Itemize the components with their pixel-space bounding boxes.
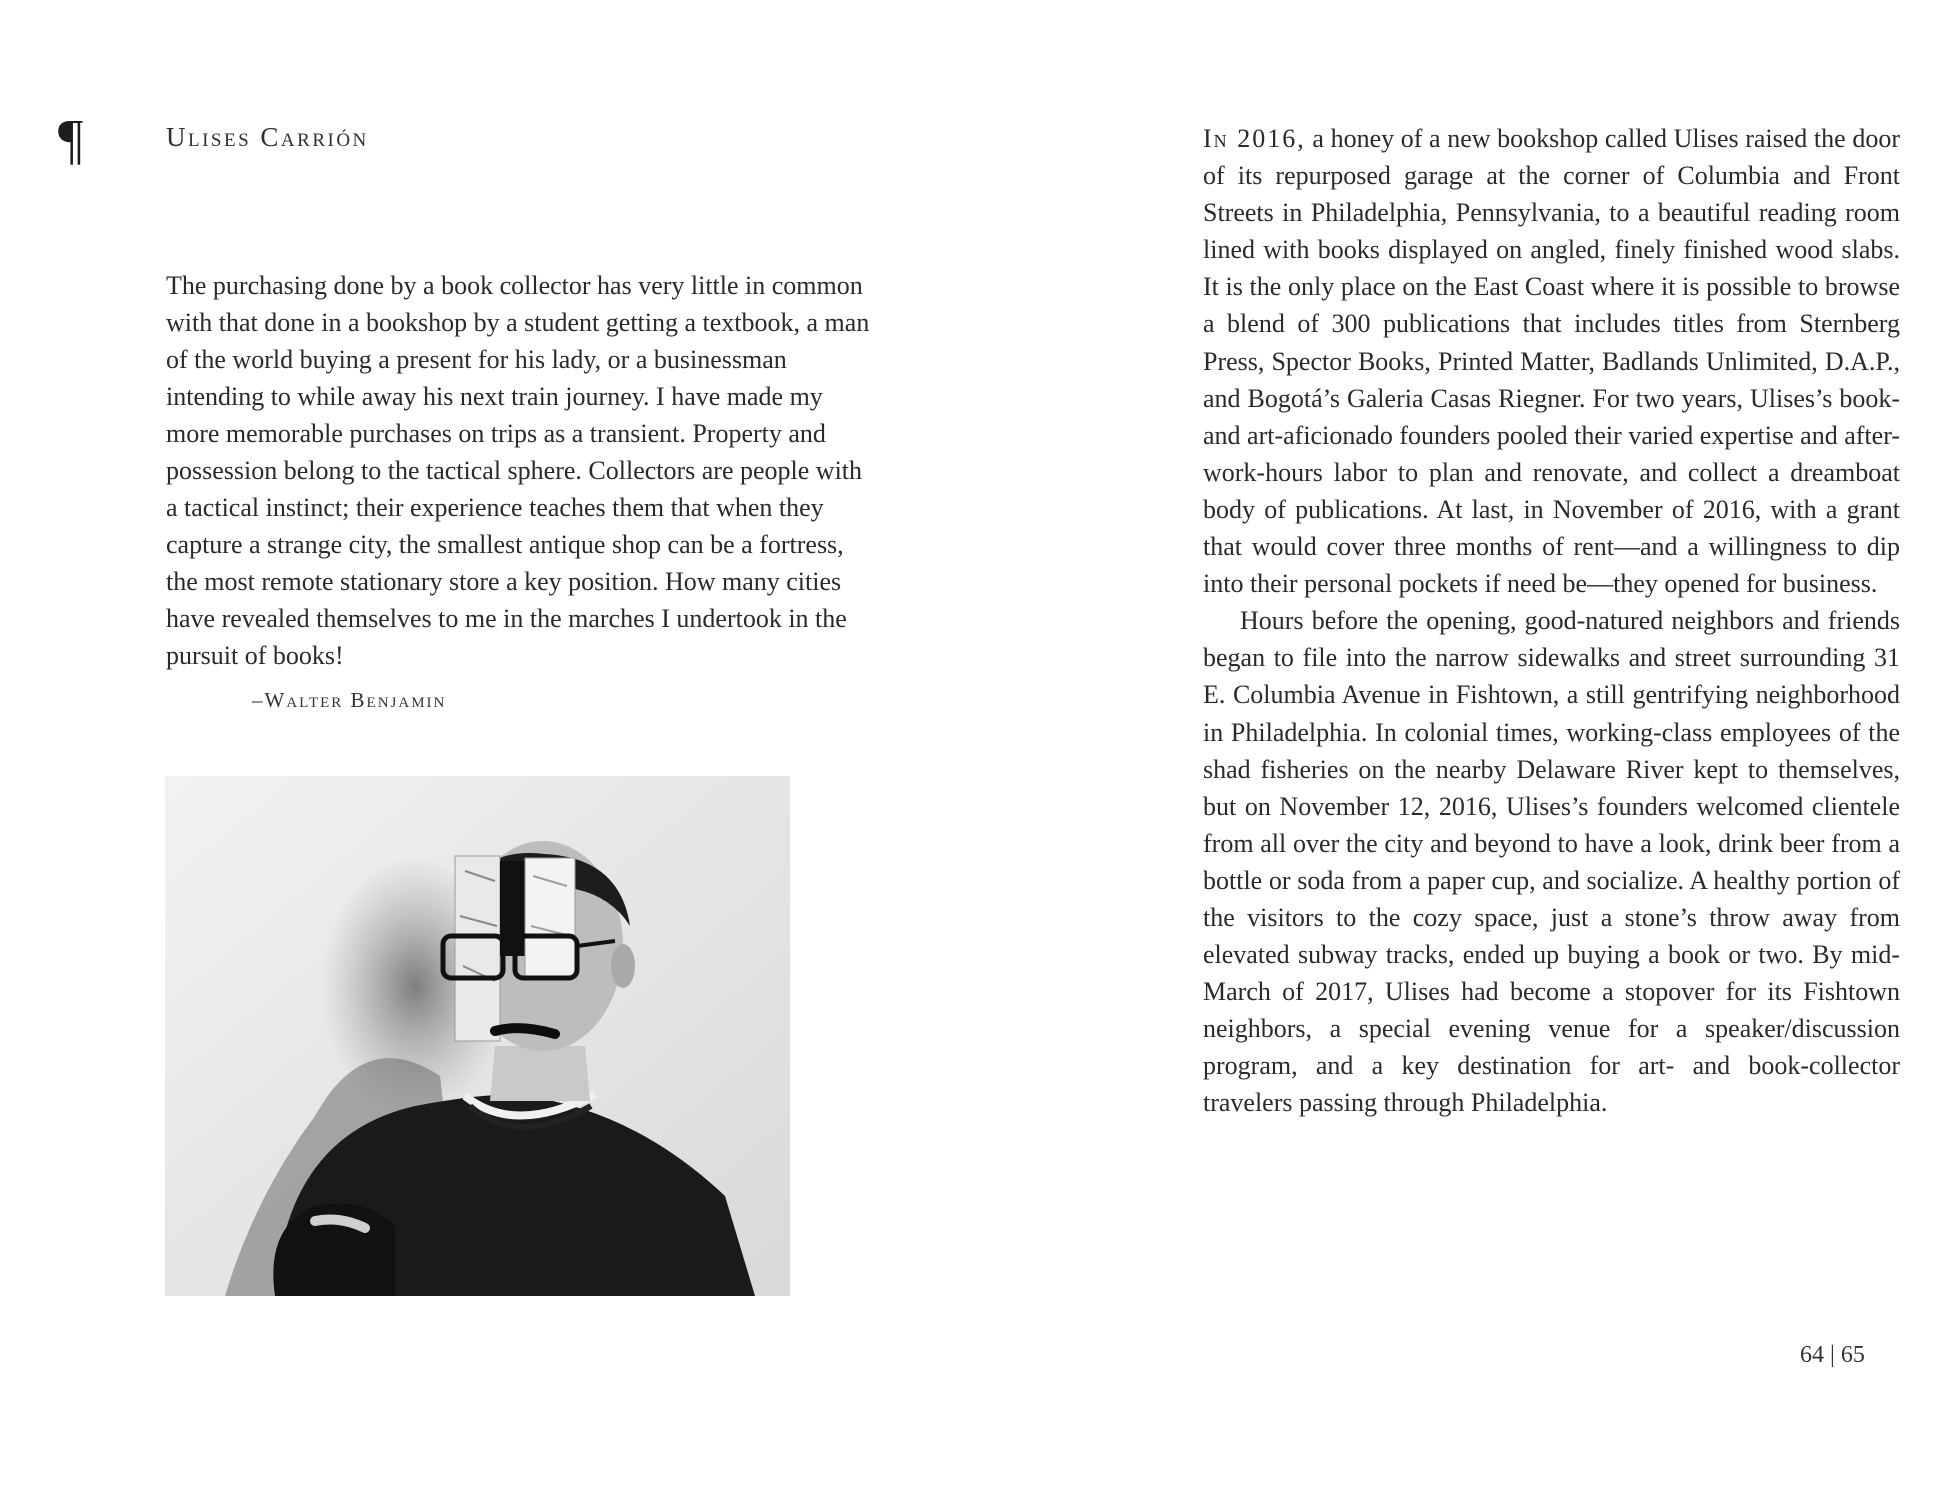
page-numbers [1800, 1342, 1865, 1369]
paragraph-text: a honey of a new bookshop called Ulises raised the door of its repurposed garage at the corner of Columbia and Front Streets in Philadelphia, Pennsylvania, to a beautiful reading room lined with books displayed on angled, finely finished wood slabs. It is the only place on the East Coast where it is possible to browse a blend of 300 publications that includes titles from Sternberg Press, Spector Books, Printed Matter, Badlands Unlimited, D.A.P., and Bogotá’s Galeria Casas Riegner. For two years, Ulises’s book- and art-aficionado founders pooled their varied expertise and after-work-hours labor to plan and renovate, and collect a dreamboat body of publications. At last, in November of 2016, with a grant that would cover three months of rent—and a willingness to dip into their personal pockets if need be—they opened for business. [1203, 124, 1900, 599]
section-title: Ulises Carrión [166, 122, 369, 152]
article-body [1203, 120, 1900, 1122]
pilcrow-mark: ¶ [58, 109, 84, 171]
page-number-right: 65 [1840, 1342, 1865, 1368]
page-number-separator: | [1830, 1342, 1835, 1368]
article-paragraph [1203, 120, 1900, 602]
article-paragraph: Hours before the opening, good-natured neighbors and friends began to file into the narrow sidewalks and street surrounding 31 E. Columbia Avenue in Fishtown, a still gentrifying neighborhood in Philadelphia. In colonial times, working-class employees of the shad fisheries on the nearby Delaware River kept to themselves, but on November 12, 2016, Ulises’s founders welcomed clientele from all over the city and beyond to have a look, drink beer from a bottle or soda from a paper cup, and socialize. A healthy portion of the visitors to the cozy space, just a stone’s throw away from elevated subway tracks, ended up buying a book or two. By mid-March of 2017, Ulises had become a stopover for its Fishtown neighbors, a special evening venue for a speaker/discussion program, and a key destination for art- and book-collector travelers passing through Philadelphia. [1203, 606, 1900, 1118]
portrait-photo [165, 776, 790, 1296]
epigraph-attribution: –Walter Benjamin [252, 688, 447, 712]
epigraph-quote: The purchasing done by a book collector has very little in common with that done in a bookshop by a student getting a textbook, a man of the world buying a present for his lady, or a businessman intending to while away his next train journey. I have made my more memorable purchases on trips as a transient. Property and possession belong to the tactical sphere. Collectors are people with a tactical instinct; their experience teaches them that when they capture a strange city, the smallest antique shop can be a fortress, the most remote stationary store a key position. How many cities have revealed themselves to me in the marches I undertook in the pursuit of books! [166, 271, 870, 670]
page-number-left: 64 [1800, 1342, 1824, 1368]
portrait-photo-image [165, 776, 790, 1296]
lead-in: In 2016, [1203, 124, 1306, 153]
